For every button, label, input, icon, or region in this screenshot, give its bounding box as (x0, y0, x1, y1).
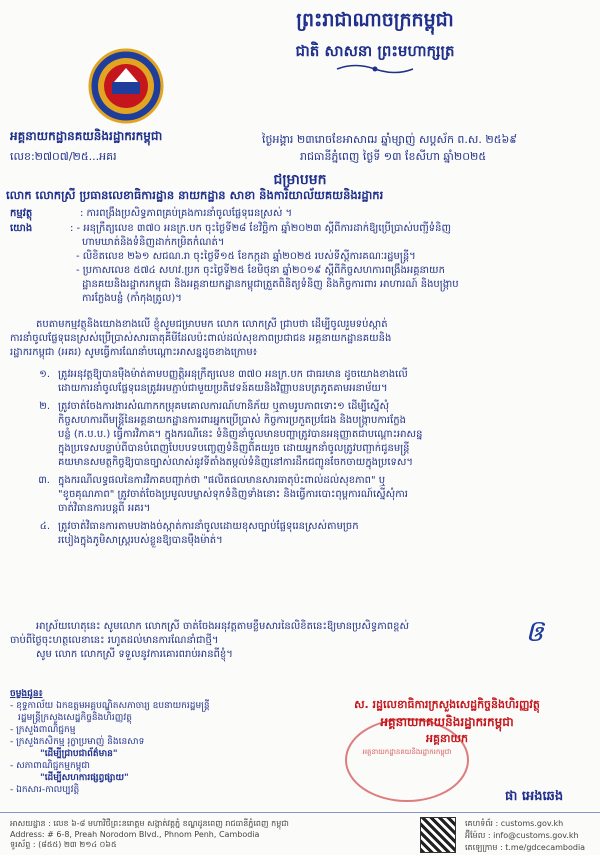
item-line: "ខូចគុណភាព" ត្រូវចាត់ចែងប្រមូលបម្លាស់ទុកទំនិញទាំងនោះ និងធ្វើការបោះពុម្ពការណ៍ស្នើសុំការ (58, 489, 408, 500)
body-line: ការនាំចូលផ្លែទុរេនស្រស់ប្រើប្រាស់សារធាតុគីមីដែលប៉ះពាល់ដល់សុខភាពប្រជាជន អគ្គនាយកដ្ឋានគយនិង (10, 333, 392, 344)
closing-line: អាស្រ័យហេតុនេះ សូមលោក លោកស្រី ចាត់ចែងអនុវត្តតាមខ្លឹមសារនៃលិខិតនេះឱ្យមានប្រសិទ្ធភាពខ្ពស់ (36, 621, 410, 632)
copy-item: "ដើម្បីជ្រាបជាព័ត៌មាន" (40, 749, 118, 759)
body-line: តបតាមកម្មវត្ថុនិងយោងខាងលើ ខ្ញុំសូមជម្រាបមក លោក លោកស្រី ជ្រាបថា ដើម្បីចូលរួមទប់ស្កាត់ (36, 319, 388, 330)
item-line: របៀងក្នុងភូមិសាស្ត្ររបស់ខ្លួនឱ្យបានម៉ឺងម៉ាត់។ (58, 535, 223, 546)
item-line: បន្លំ (ក.ប.ប.) ធ្វើការវិភាគ។ ក្នុងករណីនេះ ទំនិញនាំចូលមានបញ្ហាត្រូវបានអនុញ្ញាតជាបណ្ដោះអាសន្ន (58, 429, 423, 440)
item-line: កិច្ចសហការពីមន្ត្រីនៃអគ្គនាយកដ្ឋានការពារអ្នកប្រើប្រាស់ កិច្ចការប្រកួតប្រជែង និងបង្ក្រាបការក្លែង (58, 415, 406, 426)
signature-mark: ឲ (525, 614, 545, 649)
reference-line: ហាមឃាត់និងទំនិញដាក់កម្រិតកំណត់។ (82, 237, 225, 248)
copy-item: - ខុទ្ទកាល័យ ឯកឧត្តមអគ្គបណ្ឌិតសភាចារ្យ ឧបនាយករដ្ឋមន្ត្រី (10, 701, 210, 711)
signatory-title-1: ស. រដ្ឋលេខាធិការក្រសួងសេដ្ឋកិច្ចនិងហិរញ្ញវត្ថុ (354, 698, 540, 711)
body-intro (10, 318, 590, 360)
national-motto: ជាតិ សាសនា ព្រះមហាក្សត្រ (295, 42, 455, 60)
reference-line: - លិខិតលេខ ២៦១ សជណ.រា ចុះថ្ងៃទី១៥ ខែកក្កដា ឆ្នាំ២០២៥ របស់ទីស្តីការគណៈរដ្ឋមន្ត្រី។ (76, 251, 416, 262)
email-link[interactable]: info@customs.gov.kh (493, 831, 579, 840)
copy-item: "ដើម្បីសហការផ្សព្វផ្សាយ" (40, 773, 129, 783)
website-label: គេហទំព័រ : (465, 819, 499, 828)
item-line: ក្នុងប្រទេសបន្ទាប់ពីបានបំពេញបែបបទបញ្ចេញទំនិញពីគយរួច ដោយអ្នកនាំចូលត្រូវបញ្ជាក់ជូនមន្ត្រី (58, 443, 410, 454)
item-line: គយមានសមត្ថកិច្ចឱ្យបានច្បាស់លាស់នូវទីតាំងតម្កល់ទំនិញនៅការដឹកជញ្ជូនចែកចាយក្នុងប្រទេស។ (58, 457, 413, 468)
ornament-divider-icon (335, 62, 415, 76)
kingdom-heading: ព្រះរាជាណាចក្រកម្ពុជា (296, 9, 454, 31)
item-line: ចាត់វិធានការបន្តពី អគរ។ (58, 503, 151, 514)
telegram-label: តេឡេក្រាម : (465, 843, 503, 852)
reference-list (70, 222, 590, 306)
subject-label: កម្មវត្ថុ (10, 208, 33, 219)
instruction-item (10, 474, 590, 516)
qr-code-icon (420, 817, 456, 853)
closing-line: សូម លោក លោកស្រី ទទួលនូវការគោរពរាប់អានពីខ្ញុំ។ (36, 649, 233, 660)
reference-number: លេខ:២៧០៧/២៥...អគរ (10, 150, 117, 163)
instruction-list (10, 368, 590, 552)
footer-address (10, 818, 300, 851)
sender-organization: អគ្គនាយកដ្ឋានគយនិងរដ្ឋាករកម្ពុជា (10, 129, 163, 143)
recipient-line: លោក លោកស្រី ប្រធានលេខាធិការដ្ឋាន នាយកដ្ឋាន សាខា និងការិយាល័យគយនិងរដ្ឋាករ (6, 188, 384, 202)
copy-to-list (10, 688, 280, 796)
official-stamp (345, 718, 469, 802)
telegram-link[interactable]: t.me/gdcecambodia (505, 843, 586, 852)
solar-date: រាជធានីភ្នំពេញ ថ្ងៃទី ១៣ ខែសីហា ឆ្នាំ២០២៥ (300, 150, 487, 163)
letter-title: ជម្រាបមក (273, 172, 327, 188)
copy-item: - ក្រសួងពាណិជ្ជកម្ម (10, 725, 76, 735)
closing-paragraph (10, 620, 590, 662)
customs-seal-icon (88, 48, 164, 124)
item-line: ក្នុងករណីលទ្ធផលនៃការវិភាគបញ្ជាក់ថា "ផលិតផលមានសារធាតុប៉ះពាល់ដល់សុខភាព" ឬ (58, 475, 386, 486)
instruction-item (10, 368, 590, 396)
item-line: ត្រូវអនុវត្តឱ្យបានម៉ឺងម៉ាត់តាមបញ្ញត្តិអនុក្រឹត្យលេខ ៣៧០ អនក្រ.បក ជាធរមាន ដូចយោងខាងលើ (58, 369, 408, 380)
closing-line: ចាប់ពីថ្ងៃចុះហត្ថលេខានេះ រហូតដល់មានការណែនាំជាថ្មី។ (10, 635, 219, 646)
instruction-item (10, 400, 590, 470)
instruction-item (10, 520, 590, 548)
item-number: ២. (39, 401, 50, 412)
item-line: ត្រូវចាត់ចែងការងារសំណាកកម្រុគមគោលការណ៍ហានិភ័យ ឬតាមរូបភាពទោះ១ ដើម្បីស្នើសុំ (58, 401, 389, 412)
reference-line: ការក្លែងបន្លំ (កាំកុងត្រូល)។ (82, 293, 182, 304)
item-number: ១. (39, 369, 50, 380)
signatory-name: ផា អេងឆេង (505, 789, 564, 804)
body-line: រដ្ឋាករកម្ពុជា (អគរ) សូមធ្វើការណែនាំបណ្ដោះអាសន្នដូចខាងក្រោម៖ (10, 347, 258, 358)
signatory-title-3: អគ្គនាយក (426, 732, 468, 745)
reference-line: - ប្រកាសលេខ ៥៧៤ សហវ.ប្រក ចុះថ្ងៃទី២៥ ខែមិថុនា ឆ្នាំ២០១៩ ស្តីពីកិច្ចសហការពង្រឹងអគ្គនាយក (76, 265, 445, 276)
email-label: អ៊ីម៉ែល : (465, 831, 491, 840)
reference-line: : - អនុក្រឹត្យលេខ ៣៧០ អនក្រ.បក ចុះថ្ងៃទី២៨ ខែវិច្ឆិកា ឆ្នាំ២០២៣ ស្តីពីការដាក់ឱ្យប្រើប្រាស់បញ្ជីទំនិញ (70, 223, 451, 234)
phone-number: ទូរស័ព្ទ : (៨៥៥) ២៣ ២១៤ ០៦៥ (10, 840, 117, 849)
copy-item: - សភាពាណិជ្ជកម្មកម្ពុជា (10, 761, 90, 771)
reference-label: យោង (10, 223, 33, 234)
copies-title: ចម្លងជូន៖ (10, 689, 43, 699)
copy-item: - ឯកសារ-កាលប្បវត្តិ (10, 785, 80, 795)
address-kh: អាសយដ្ឋាន : លេខ ៦-៨ មហាវិថីព្រះនរោត្តម សង្កាត់វត្តភ្នំ ខណ្ឌដូនពេញ រាជធានីភ្នំពេញ កម្ពុជា (10, 819, 289, 828)
item-number: ៣. (38, 475, 50, 486)
stamp-text: អគ្គនាយកដ្ឋានគយនិងរដ្ឋាករកម្ពុជា (362, 748, 452, 756)
item-line: ត្រូវចាត់វិធានការតាមបងាងច់ស្កាត់ការនាំចូលដោយខុសច្បាប់ផ្លែទុរេនស្រស់តាមច្រក (58, 521, 359, 532)
copy-item: រដ្ឋមន្ត្រីក្រសួងសេដ្ឋកិច្ចនិងហិរញ្ញវត្ថុ (18, 713, 132, 723)
item-line: ដោយការនាំចូលផ្លែទុរេនត្រូវអមភ្ជាប់ជាមួយប្រតិវេទន៍គយនិងវិញ្ញាបនបត្រភូតគាមអនាម័យ។ (58, 383, 388, 394)
copy-item: - ក្រសួងកសិកម្ម រុក្ខាប្រមាញ់ និងនេសាទ (10, 737, 145, 747)
address-en: Address: # 6-8, Preah Norodom Blvd., Phnom Penh, Cambodia (10, 830, 260, 839)
reference-line: ដ្ឋានគយនិងរដ្ឋាករកម្ពុជា និងអគ្គនាយកដ្ឋានកម្ពុជាត្រួតពិនិត្យទំនិញ និងកិច្ចការពារ អាហារណ៍ និងបង្ក្រាប (82, 279, 459, 290)
footer-contacts (465, 818, 595, 854)
signatory-title-2: អគ្គនាយកគយនិងរដ្ឋាករកម្ពុជា (380, 715, 514, 729)
letter-footer (0, 812, 600, 856)
item-number: ៤. (39, 521, 50, 532)
subject-text: : ការពង្រឹងប្រសិទ្ធភាពគ្រប់គ្រងការនាំចូលផ្លែទុរេនស្រស់ ។ (80, 208, 293, 219)
lunar-date: ថ្ងៃអង្គារ ២៣រោចខែអាសាឍ ឆ្នាំម្សាញ់ សប្តស័ក ព.ស. ២៥៦៩ (262, 133, 518, 146)
website-link[interactable]: customs.gov.kh (500, 819, 564, 828)
